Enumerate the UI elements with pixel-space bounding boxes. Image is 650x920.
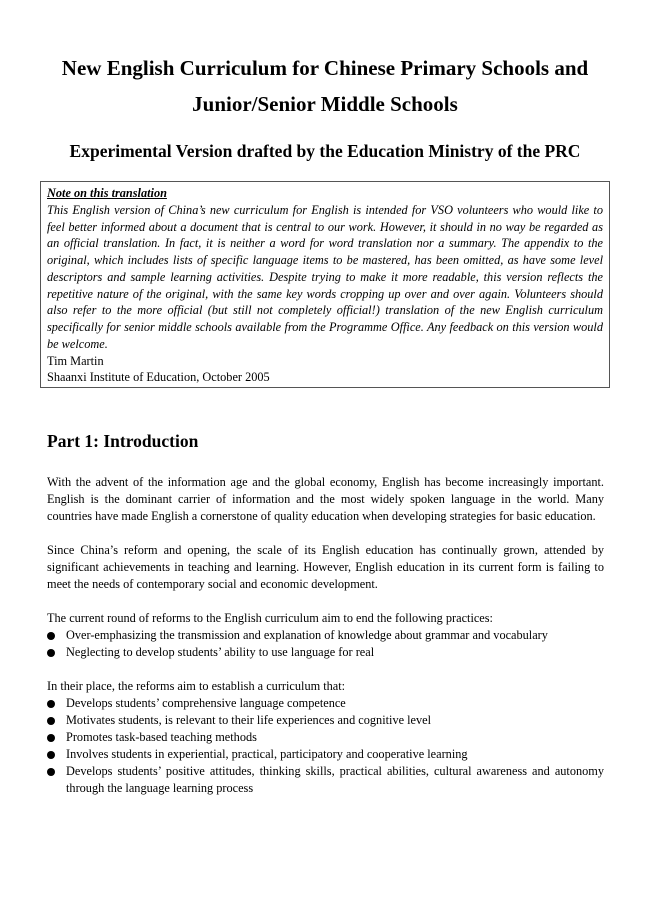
aims-list — [47, 695, 604, 797]
bullet-icon — [47, 734, 55, 742]
list-item — [47, 746, 604, 763]
list-item-text: Develops students’ positive attitudes, thinking skills, practical abilities, cultural awareness and autonomy through the language learning process — [66, 764, 604, 795]
bullet-icon — [47, 768, 55, 776]
introduction-content — [47, 474, 604, 797]
list-item — [47, 712, 604, 729]
list-item-text: Promotes task-based teaching methods — [66, 730, 257, 744]
list-item-text: Neglecting to develop students’ ability to use language for real — [66, 645, 375, 659]
list-item-text: Over-emphasizing the transmission and explanation of knowledge about grammar and vocabulary — [66, 628, 548, 642]
intro-paragraph-2: Since China’s reform and opening, the scale of its English education has continually grown, attended by significant achievements in teaching and learning. However, English education in its current form is failing to meet the needs of contemporary social and economic development. — [47, 543, 604, 591]
practices-list — [47, 627, 604, 661]
list-item — [47, 695, 604, 712]
list-item-text: Motivates students, is relevant to their life experiences and cognitive level — [66, 713, 432, 727]
translation-note-box — [40, 181, 610, 388]
note-organization: Shaanxi Institute of Education, October 2005 — [47, 370, 270, 385]
bullet-icon — [47, 717, 55, 725]
reforms-intro: The current round of reforms to the English curriculum aim to end the following practices: — [47, 611, 493, 625]
curriculum-intro: In their place, the reforms aim to establish a curriculum that: — [47, 679, 346, 693]
bullet-icon — [47, 632, 55, 640]
note-heading: Note on this translation — [47, 186, 167, 200]
bullet-icon — [47, 649, 55, 657]
bullet-icon — [47, 700, 55, 708]
list-item — [47, 729, 604, 746]
section-heading-introduction: Part 1: Introduction — [47, 431, 199, 451]
list-item — [47, 627, 604, 644]
bullet-icon — [47, 751, 55, 759]
note-author: Tim Martin — [47, 353, 104, 368]
document-title: New English Curriculum for Chinese Primary Schools and Junior/Senior Middle Schools — [61, 56, 589, 116]
list-item — [47, 644, 604, 661]
note-body: This English version of China’s new curriculum for English is intended for VSO volunteers who would like to feel better informed about a document that is central to our work. However, it should in no way be regarded as an official translation. In fact, it is neither a word for word translation nor a summary. The appendix to the original, which includes lists of specific language items to be mastered, has been omitted, as have some level descriptors and sample learning activities. Despite trying to make it more readable, this version reflects the repetitive nature of the original, with the same key words cropping up over and over again. Volunteers should also refer to the more official (but still not completely official!) translation of the new English curriculum specifically for senior middle schools available from the Programme Office. Any feedback on this version would be welcome. — [47, 202, 603, 351]
intro-paragraph-1: With the advent of the information age and the global economy, English has become increasingly important. English is the dominant carrier of information and the most widely spoken language in the world. Many countries have made English a cornerstone of quality education when developing strategies for basic education. — [47, 475, 604, 523]
document-subtitle: Experimental Version drafted by the Education Ministry of the PRC — [69, 141, 581, 161]
list-item-text: Involves students in experiential, practical, participatory and cooperative learning — [66, 747, 468, 761]
list-item — [47, 763, 604, 797]
list-item-text: Develops students’ comprehensive language competence — [66, 696, 346, 710]
